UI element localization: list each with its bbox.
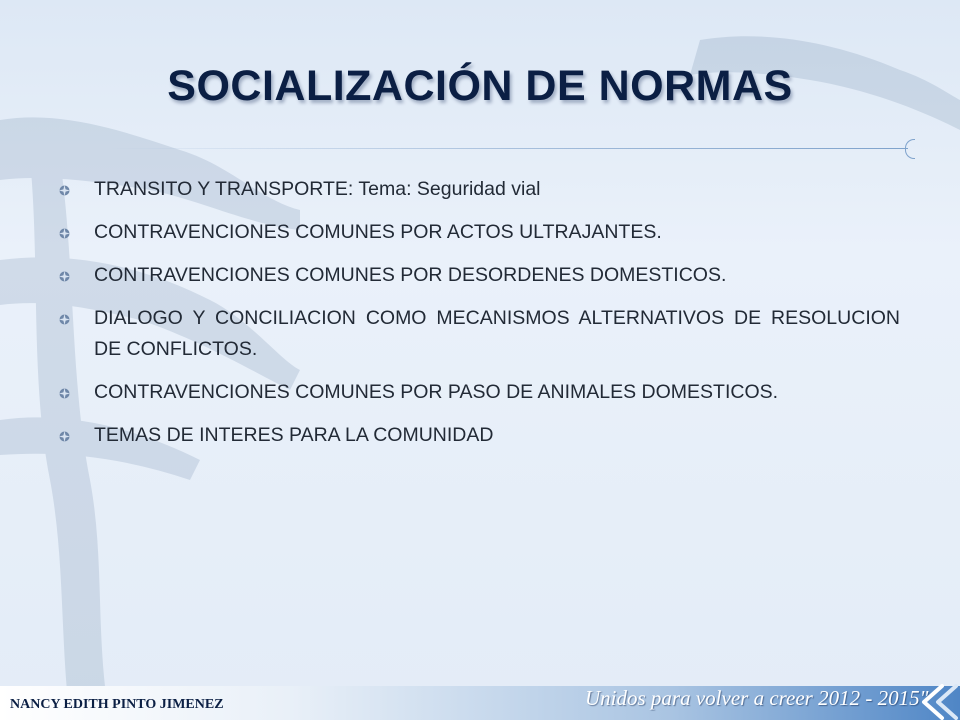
bullet-text: CONTRAVENCIONES COMUNES POR ACTOS ULTRAJANTES. bbox=[94, 221, 662, 243]
bullet-text: TEMAS DE INTERES PARA LA COMUNIDAD bbox=[94, 424, 494, 446]
list-item bbox=[58, 260, 900, 291]
bullet-text: CONTRAVENCIONES COMUNES POR PASO DE ANIMALES DOMESTICOS. bbox=[94, 381, 779, 403]
sparkle-bullet-icon bbox=[58, 387, 71, 400]
list-item bbox=[58, 217, 900, 248]
slide-title: SOCIALIZACIÓN DE NORMAS bbox=[167, 62, 793, 110]
sparkle-bullet-icon bbox=[58, 313, 71, 326]
footer-author: NANCY EDITH PINTO JIMENEZ bbox=[10, 697, 224, 712]
list-item bbox=[58, 303, 900, 365]
bullet-list bbox=[58, 174, 900, 463]
bullet-text: CONTRAVENCIONES COMUNES POR DESORDENES DOMESTICOS. bbox=[94, 264, 727, 286]
bullet-text: DIALOGO Y CONCILIACION COMO MECANISMOS ALTERNATIVOS DE RESOLUCION DE CONFLICTOS. bbox=[94, 307, 900, 360]
footer-motto: Unidos para volver a creer 2012 - 2015" bbox=[585, 686, 929, 710]
divider-end-cap bbox=[905, 139, 915, 159]
list-item bbox=[58, 420, 900, 451]
chevron-left-icon bbox=[912, 684, 960, 720]
title-divider bbox=[108, 148, 908, 149]
list-item bbox=[58, 377, 900, 408]
bullet-text: TRANSITO Y TRANSPORTE: Tema: Seguridad vial bbox=[94, 178, 541, 200]
list-item bbox=[58, 174, 900, 205]
sparkle-bullet-icon bbox=[58, 227, 71, 240]
sparkle-bullet-icon bbox=[58, 270, 71, 283]
sparkle-bullet-icon bbox=[58, 430, 71, 443]
sparkle-bullet-icon bbox=[58, 184, 71, 197]
